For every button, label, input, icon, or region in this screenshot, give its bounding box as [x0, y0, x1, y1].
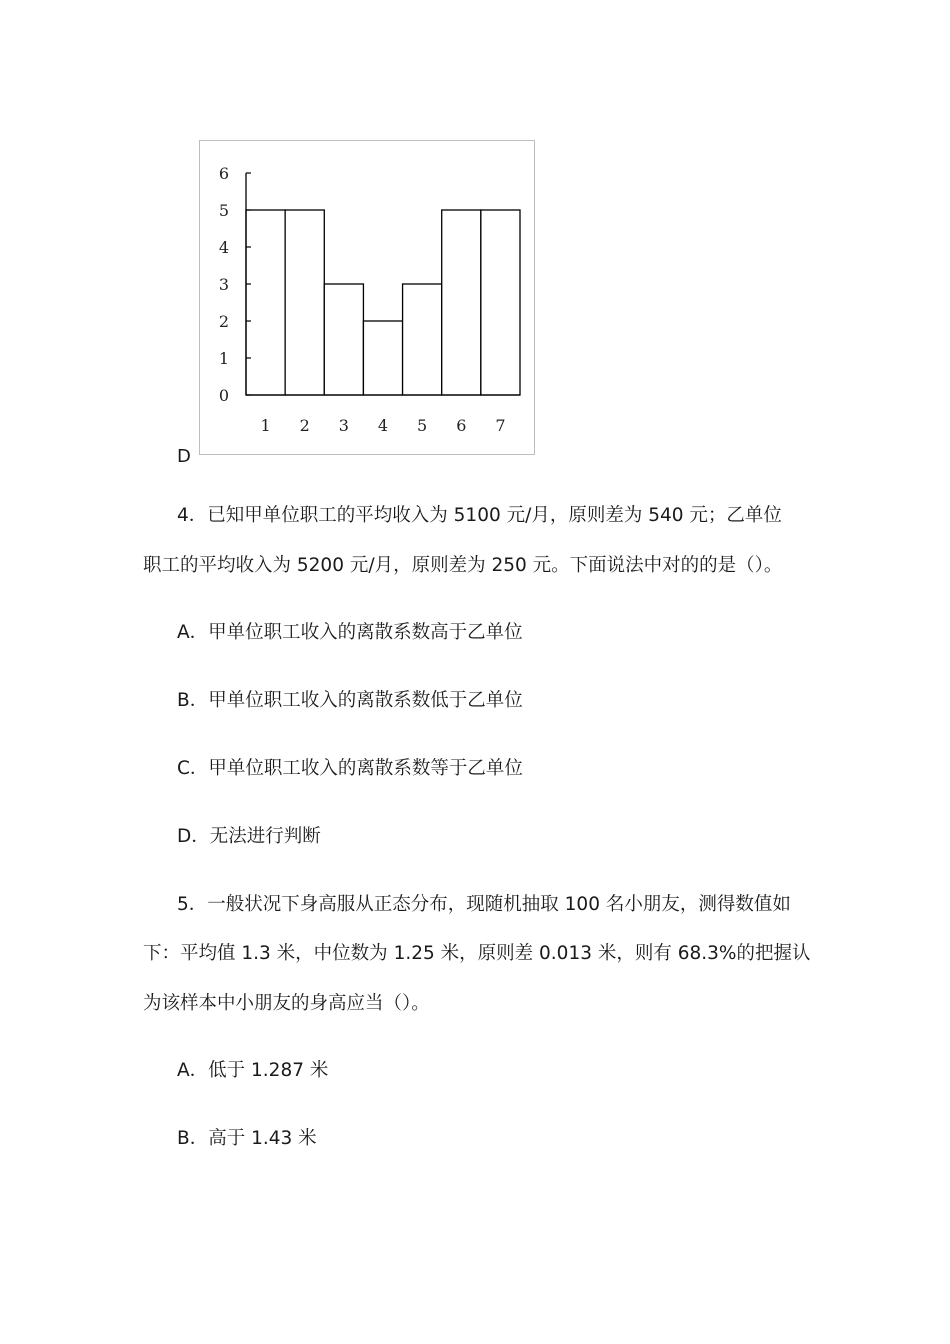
question-5-option-a: A．低于 1.287 米	[177, 1060, 329, 1081]
x-tick-label-6: 6	[456, 416, 467, 435]
question-5-line-2: 下：平均值 1.3 米，中位数为 1.25 米，原则差 0.013 米，则有 68.3%的把握认	[143, 943, 811, 964]
y-tick-label-3: 3	[218, 275, 230, 294]
y-tick-label-2: 2	[218, 312, 230, 331]
y-tick-label-4: 4	[218, 238, 230, 257]
question-4-line-1: 4．已知甲单位职工的平均收入为 5100 元/月，原则差为 540 元；乙单位	[177, 505, 782, 526]
x-tick-label-2: 2	[299, 416, 310, 435]
question-4-option-c: C．甲单位职工收入的离散系数等于乙单位	[177, 758, 523, 779]
question-5-line-3: 为该样本中小朋友的身高应当（）。	[143, 993, 430, 1014]
x-tick-label-3: 3	[338, 416, 349, 435]
bar-chart	[200, 141, 536, 456]
y-tick-label-0: 0	[218, 386, 230, 405]
bar-4	[363, 321, 402, 395]
bar-6	[442, 210, 481, 395]
question-5-line-1: 5．一般状况下身高服从正态分布，现随机抽取 100 名小朋友，测得数值如	[177, 894, 791, 915]
question-4-line-2: 职工的平均收入为 5200 元/月，原则差为 250 元。下面说法中对的的是（）。	[143, 555, 783, 576]
bar-2	[285, 210, 324, 395]
y-tick-label-6: 6	[218, 164, 230, 183]
x-tick-label-1: 1	[260, 416, 271, 435]
histogram-figure	[199, 140, 535, 455]
question-4-option-d: D．无法进行判断	[177, 826, 321, 847]
x-tick-label-4: 4	[377, 416, 389, 435]
bar-5	[403, 284, 442, 395]
x-tick-label-7: 7	[495, 416, 506, 435]
question-4-option-b: B．甲单位职工收入的离散系数低于乙单位	[177, 690, 523, 711]
y-tick-label-5: 5	[218, 201, 230, 220]
bar-3	[324, 284, 363, 395]
question-4-option-a: A．甲单位职工收入的离散系数高于乙单位	[177, 622, 523, 643]
x-tick-label-5: 5	[417, 416, 428, 435]
chart-option-label: D	[177, 446, 191, 467]
bar-1	[246, 210, 285, 395]
question-5-option-b: B．高于 1.43 米	[177, 1128, 317, 1149]
bar-7	[481, 210, 520, 395]
y-tick-label-1: 1	[218, 349, 230, 368]
